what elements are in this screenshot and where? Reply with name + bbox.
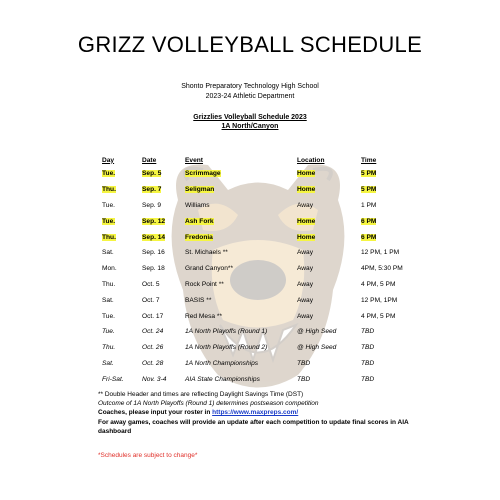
- cell-event-text: 1A North Playoffs (Round 1): [185, 328, 268, 336]
- cell-location-text: Home: [297, 217, 316, 225]
- cell-location-text: Home: [297, 233, 316, 241]
- cell-time: [361, 324, 431, 340]
- cell-location-text: Away: [297, 296, 314, 304]
- cell-day: [98, 292, 142, 308]
- note-away-games: For away games, coaches will provide an update after each competition to update final scores in AIA dashboard: [98, 418, 409, 435]
- note-playoffs: Outcome of 1A North Playoffs (Round 1) determines postseason competition: [98, 400, 319, 408]
- cell-day-text: Sat.: [102, 296, 114, 304]
- cell-location: [297, 277, 361, 293]
- col-header-event: Event: [185, 156, 203, 164]
- table-row: [98, 198, 431, 214]
- cell-event-text: Williams: [185, 201, 210, 209]
- cell-event-text: St. Michaels **: [185, 249, 228, 257]
- cell-event-text: Ash Fork: [185, 217, 214, 225]
- table-row: [98, 182, 431, 198]
- table-row: [98, 261, 431, 277]
- cell-location: [297, 292, 361, 308]
- cell-date-text: Oct. 26: [142, 344, 164, 352]
- cell-event-text: Fredonia: [185, 233, 213, 241]
- cell-date: [142, 340, 185, 356]
- cell-time: [361, 213, 431, 229]
- cell-location: [297, 229, 361, 245]
- cell-day: [98, 229, 142, 245]
- cell-location: [297, 324, 361, 340]
- cell-time: [361, 371, 431, 387]
- school-info: [0, 82, 500, 102]
- note-dst: ** Double Header and times are reflecting Daylight Savings Time (DST): [98, 391, 304, 398]
- cell-day: [98, 213, 142, 229]
- cell-date: [142, 292, 185, 308]
- cell-event: [185, 229, 297, 245]
- cell-day-text: Tue.: [102, 328, 115, 336]
- cell-event-text: 1A North Playoffs (Round 2): [185, 344, 268, 352]
- cell-date-text: Sep. 9: [142, 201, 162, 209]
- page-title: GRIZZ VOLLEYBALL SCHEDULE: [77, 32, 423, 57]
- cell-day: [98, 182, 142, 198]
- cell-time: [361, 292, 431, 308]
- table-row: [98, 292, 431, 308]
- school-name: Shonto Preparatory Technology High School: [181, 83, 319, 90]
- col-header-time: Time: [361, 156, 377, 164]
- cell-time-text: TBD: [361, 328, 375, 336]
- cell-date-text: Sep. 14: [142, 233, 166, 241]
- cell-time-text: TBD: [361, 344, 375, 352]
- cell-time-text: 12 PM, 1 PM: [361, 249, 400, 257]
- cell-time-text: 4 PM, 5 PM: [361, 312, 396, 320]
- cell-location: [297, 308, 361, 324]
- cell-time-text: TBD: [361, 359, 375, 367]
- cell-date: [142, 245, 185, 261]
- table-row: [98, 371, 431, 387]
- cell-day-text: Sat.: [102, 249, 114, 257]
- cell-time-text: 5 PM: [361, 186, 377, 194]
- cell-day-text: Thu.: [102, 233, 116, 241]
- cell-location-text: @ High Seed: [297, 344, 337, 352]
- cell-time: [361, 308, 431, 324]
- note-roster: [98, 408, 418, 417]
- cell-date: [142, 308, 185, 324]
- cell-time: [361, 356, 431, 372]
- table-row: [98, 213, 431, 229]
- cell-day-text: Tue.: [102, 170, 116, 178]
- conference-name: 1A North/Canyon: [221, 123, 279, 130]
- cell-date: [142, 229, 185, 245]
- cell-event-text: 1A North Championships: [185, 359, 259, 367]
- cell-day: [98, 166, 142, 182]
- cell-date: [142, 371, 185, 387]
- cell-date-text: Nov. 3-4: [142, 375, 167, 383]
- cell-date: [142, 356, 185, 372]
- cell-location: [297, 245, 361, 261]
- cell-time-text: 4 PM, 5 PM: [361, 280, 396, 288]
- cell-location-text: Home: [297, 186, 316, 194]
- cell-time-text: TBD: [361, 375, 375, 383]
- cell-event: [185, 324, 297, 340]
- cell-event: [185, 182, 297, 198]
- cell-location-text: TBD: [297, 359, 311, 367]
- cell-time: [361, 166, 431, 182]
- table-row: [98, 277, 431, 293]
- cell-event: [185, 340, 297, 356]
- table-row: [98, 166, 431, 182]
- cell-location: [297, 340, 361, 356]
- table-row: [98, 340, 431, 356]
- cell-day: [98, 198, 142, 214]
- department-name: 2023-24 Athletic Department: [205, 93, 295, 100]
- cell-day: [98, 277, 142, 293]
- cell-date-text: Oct. 17: [142, 312, 164, 320]
- cell-date: [142, 324, 185, 340]
- cell-location: [297, 166, 361, 182]
- cell-time: [361, 245, 431, 261]
- cell-day: [98, 245, 142, 261]
- cell-time: [361, 229, 431, 245]
- cell-date-text: Oct. 28: [142, 359, 164, 367]
- cell-date-text: Oct. 5: [142, 280, 160, 288]
- table-row: [98, 245, 431, 261]
- cell-event: [185, 356, 297, 372]
- col-header-day: Day: [102, 156, 115, 164]
- schedule-body: [98, 166, 431, 387]
- cell-day-text: Tue.: [102, 201, 115, 209]
- table-row: [98, 229, 431, 245]
- cell-location: [297, 356, 361, 372]
- col-header-date: Date: [142, 156, 157, 164]
- cell-day: [98, 340, 142, 356]
- cell-location-text: Away: [297, 265, 314, 273]
- cell-location: [297, 198, 361, 214]
- schedule-subtitle: [0, 113, 500, 131]
- cell-day: [98, 356, 142, 372]
- table-row: [98, 324, 431, 340]
- cell-location: [297, 371, 361, 387]
- cell-date-text: Sep. 7: [142, 186, 162, 194]
- table-row: [98, 356, 431, 372]
- cell-event-text: Grand Canyon**: [185, 265, 234, 273]
- cell-time: [361, 340, 431, 356]
- cell-date: [142, 182, 185, 198]
- cell-date-text: Sep. 5: [142, 170, 162, 178]
- cell-day-text: Mon.: [102, 265, 117, 273]
- cell-date: [142, 277, 185, 293]
- cell-day: [98, 261, 142, 277]
- cell-event: [185, 371, 297, 387]
- cell-day: [98, 324, 142, 340]
- cell-date: [142, 261, 185, 277]
- cell-event-text: Seligman: [185, 186, 215, 194]
- cell-event-text: AIA State Championships: [185, 375, 260, 383]
- col-header-location: Location: [297, 156, 325, 164]
- cell-day-text: Sat.: [102, 359, 114, 367]
- cell-time-text: 1 PM: [361, 201, 377, 209]
- cell-day-text: Fri-Sat.: [102, 375, 124, 383]
- cell-event: [185, 277, 297, 293]
- cell-date-text: Sep. 18: [142, 265, 165, 273]
- cell-location-text: Away: [297, 280, 314, 288]
- cell-location-text: Home: [297, 170, 316, 178]
- cell-location-text: Away: [297, 201, 314, 209]
- cell-event: [185, 245, 297, 261]
- cell-date: [142, 166, 185, 182]
- cell-location: [297, 182, 361, 198]
- cell-location-text: Away: [297, 312, 314, 320]
- cell-event: [185, 292, 297, 308]
- cell-event-text: BASIS **: [185, 296, 212, 304]
- cell-event: [185, 166, 297, 182]
- cell-day-text: Thu.: [102, 344, 116, 352]
- cell-time-text: 4PM, 5:30 PM: [361, 265, 403, 273]
- cell-location: [297, 213, 361, 229]
- schedule-name: Grizzlies Volleyball Schedule 2023: [193, 114, 307, 121]
- note-roster-text: Coaches, please input your roster in: [98, 409, 213, 417]
- cell-event-text: Scrimmage: [185, 170, 221, 178]
- cell-day-text: Tue.: [102, 217, 116, 225]
- cell-event-text: Red Mesa **: [185, 312, 223, 320]
- cell-location-text: TBD: [297, 375, 311, 383]
- cell-location-text: @ High Seed: [297, 328, 337, 336]
- cell-event: [185, 213, 297, 229]
- cell-time: [361, 277, 431, 293]
- cell-time: [361, 261, 431, 277]
- schedule-notes: [98, 390, 418, 436]
- cell-location: [297, 261, 361, 277]
- cell-day-text: Thu.: [102, 280, 116, 288]
- table-header-row: [98, 154, 431, 166]
- cell-event: [185, 261, 297, 277]
- cell-location-text: Away: [297, 249, 314, 257]
- schedule-table: [98, 154, 431, 387]
- cell-time-text: 5 PM: [361, 170, 377, 178]
- cell-day: [98, 371, 142, 387]
- cell-time: [361, 182, 431, 198]
- cell-event: [185, 308, 297, 324]
- cell-day-text: Tue.: [102, 312, 115, 320]
- cell-time-text: 6 PM: [361, 233, 377, 241]
- cell-date-text: Sep. 12: [142, 217, 166, 225]
- cell-date: [142, 198, 185, 214]
- cell-time: [361, 198, 431, 214]
- cell-day: [98, 308, 142, 324]
- cell-date-text: Oct. 7: [142, 296, 160, 304]
- maxpreps-link[interactable]: https://www.maxpreps.com/: [212, 409, 299, 417]
- cell-day-text: Thu.: [102, 186, 116, 194]
- cell-event: [185, 198, 297, 214]
- cell-date: [142, 213, 185, 229]
- cell-date-text: Sep. 16: [142, 249, 165, 257]
- cell-time-text: 6 PM: [361, 217, 377, 225]
- cell-time-text: 12 PM, 1PM: [361, 296, 398, 304]
- cell-date-text: Oct. 24: [142, 328, 164, 336]
- cell-event-text: Rock Point **: [185, 280, 224, 288]
- table-row: [98, 308, 431, 324]
- disclaimer: *Schedules are subject to change*: [98, 452, 198, 459]
